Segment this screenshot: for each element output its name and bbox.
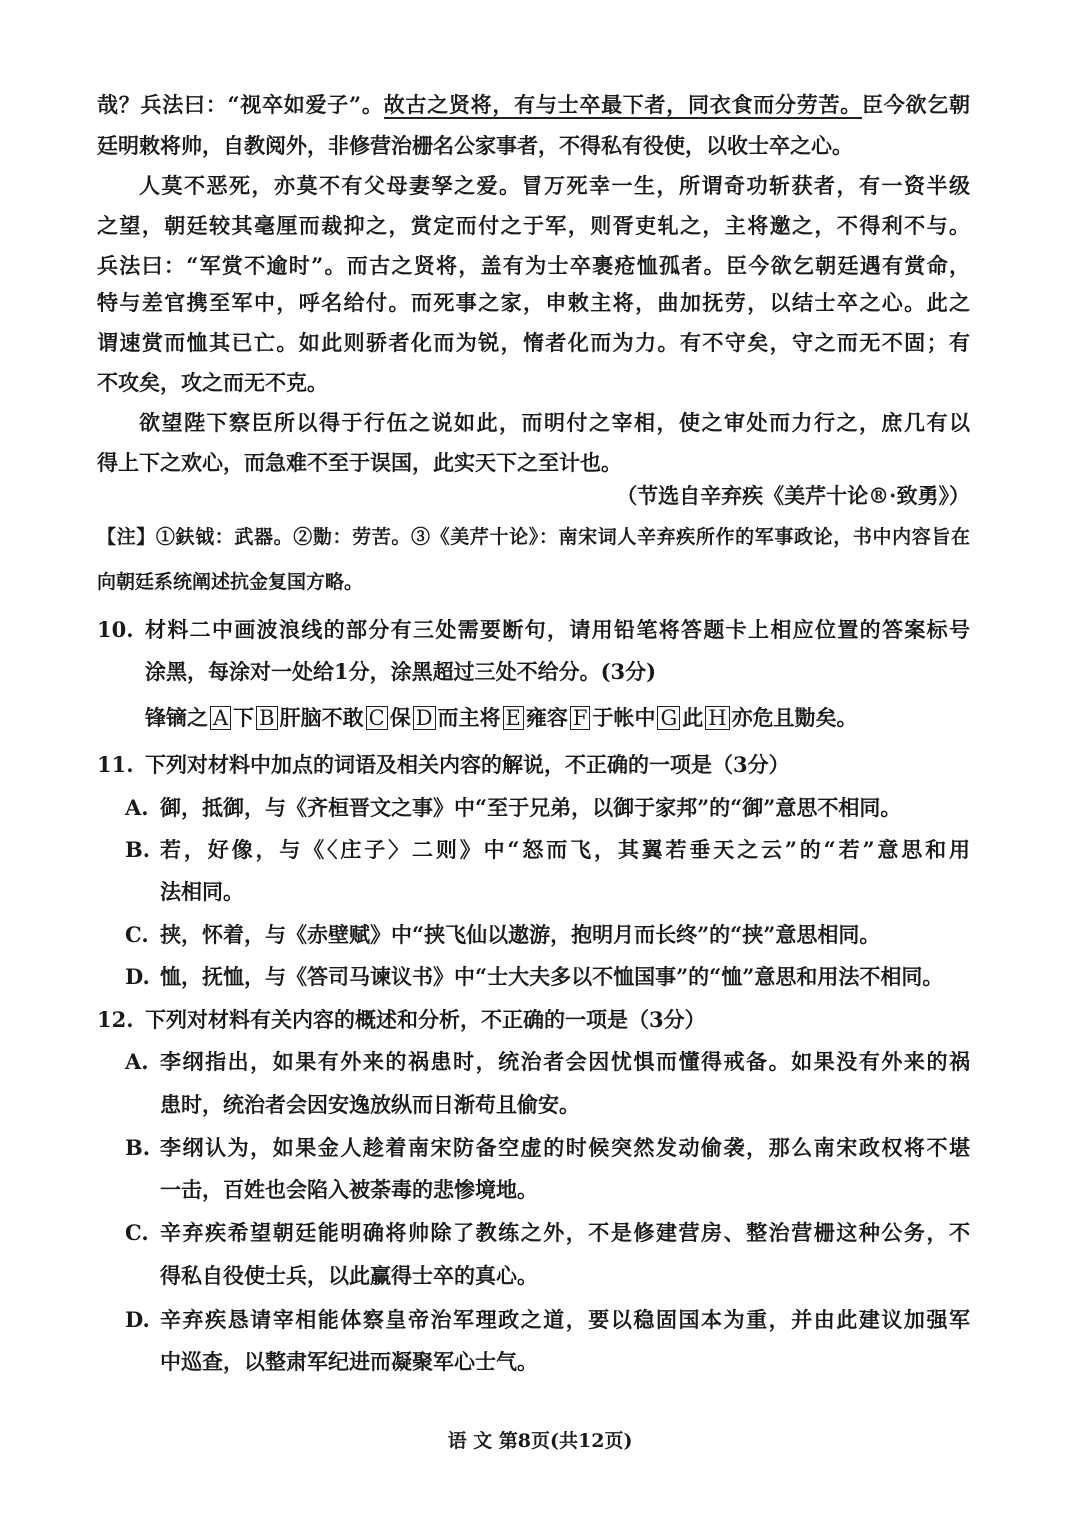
option-text: 辛弃疾希望朝廷能明确将帅除了教练之外，不是修建营房、整治营栅这种公务，不 — [160, 1220, 970, 1245]
underlined-sentence: 故古之贤将，有与士卒最下者，同衣食而分劳苦。 — [383, 92, 863, 117]
option-text: 若，好像，与《〈庄子〉二则》中“怒而飞，其翼若垂天之云”的“若”意思和用 — [160, 837, 970, 862]
question-stem: 涂黑，每涂对一处给1分，涂黑超过三处不给分。(3分) — [145, 659, 657, 684]
answer-box-e: E — [503, 706, 524, 730]
passage-line: 得上下之欢心，而急难不至于误国，此实天下之至计也。 — [97, 450, 622, 475]
passage-line: 廷明敕将帅，自教阅外，非修营治栅名公家事者，不得私有役使，以收士卒之心。 — [97, 133, 853, 158]
note-line: 向朝廷系统阐述抗金复国方略。 — [97, 571, 364, 593]
text: 臣今欲乞朝 — [862, 92, 970, 117]
option-letter: B. — [125, 837, 151, 862]
option-letter: D. — [125, 1307, 150, 1332]
option-letter: B. — [125, 1135, 151, 1160]
text: 哉？兵法曰：“视卒如爱子”。 — [97, 92, 384, 117]
answer-box-g: G — [657, 706, 680, 730]
question-number: 12. — [97, 1007, 134, 1032]
option-text: 御，抵御，与《齐桓晋文之事》中“至于兄弟，以御于家邦”的“御”意思不相同。 — [160, 795, 902, 820]
passage-line: 兵法曰：“军赏不逾时”。而古之贤将，盖有为士卒裹疮恤孤者。臣今欲乞朝廷遇有赏命， — [97, 253, 970, 278]
passage-line — [97, 91, 970, 119]
option-letter: C. — [125, 922, 149, 947]
answer-box-c: C — [366, 706, 388, 730]
option-text: 李纲认为，如果金人趁着南宋防备空虚的时候突然发动偷袭，那么南宋政权将不堪 — [160, 1135, 970, 1160]
question-number: 11. — [97, 752, 134, 777]
option-text: 法相同。 — [160, 879, 244, 904]
option-text: 得私自役使士兵，以此赢得士卒的真心。 — [160, 1263, 538, 1288]
question-stem: 材料二中画波浪线的部分有三处需要断句，请用铅笔将答题卡上相应位置的答案标号 — [145, 617, 970, 642]
question-number: 10. — [97, 617, 134, 642]
answer-box-a: A — [210, 706, 231, 730]
option-letter: A. — [125, 1049, 149, 1074]
option-letter: C. — [125, 1220, 149, 1245]
punctuation-sentence — [145, 704, 970, 732]
passage-line: 之望，朝廷较其毫厘而裁抑之，赏定而付之于军，则胥吏轧之，主将邀之，不得利不与。 — [97, 213, 970, 238]
answer-box-d: D — [413, 706, 436, 730]
passage-line: 欲望陛下察臣所以得于行伍之说如此，而明付之宰相，使之审处而力行之，庶几有以 — [139, 410, 970, 435]
sentence-fragment: 于帐中 — [592, 705, 656, 730]
passage-line: 特与差官携至军中，呼名给付。而死事之家，申敕主将，曲加抚劳，以结士卒之心。此之 — [97, 290, 970, 315]
sentence-fragment: 下 — [233, 705, 255, 730]
question-stem: 下列对材料有关内容的概述和分析，不正确的一项是（3分） — [145, 1007, 706, 1032]
note-line: 【注】①鈇钺：武器。②勚：劳苦。③《美芹十论》：南宋词人辛弃疾所作的军事政论，书中内容旨在 — [97, 526, 970, 548]
answer-box-f: F — [570, 706, 591, 730]
sentence-fragment: 此 — [682, 705, 704, 730]
sentence-fragment: 而主将 — [437, 705, 501, 730]
sentence-fragment: 肝脑不敢 — [279, 705, 364, 730]
sentence-fragment: 亦危且勚矣。 — [731, 705, 858, 730]
passage-line: 谓速赏而恤其已亡。如此则骄者化而为锐，惰者化而为力。有不守矣，守之而无不固；有 — [97, 330, 970, 355]
sentence-fragment: 雍容 — [525, 705, 568, 730]
sentence-fragment: 保 — [389, 705, 411, 730]
option-letter: A. — [125, 795, 149, 820]
option-text: 辛弃疾恳请宰相能体察皇帝治军理政之道，要以稳固国本为重，并由此建议加强军 — [160, 1307, 970, 1332]
passage-line: 人莫不恶死，亦莫不有父母妻孥之爱。冒万死幸一生，所谓奇功斩获者，有一资半级 — [139, 173, 970, 198]
answer-box-h: H — [705, 706, 729, 730]
option-text: 恤，抚恤，与《答司马谏议书》中“士大夫多以不恤国事”的“恤”意思和用法不相同。 — [160, 964, 944, 989]
option-text: 一击，百姓也会陷入被荼毒的悲惨境地。 — [160, 1177, 538, 1202]
passage-line: 不攻矣，攻之而无不克。 — [97, 370, 328, 395]
option-text: 中巡查，以整肃军纪进而凝聚军心士气。 — [160, 1349, 538, 1374]
option-letter: D. — [125, 964, 150, 989]
sentence-fragment: 锋镝之 — [145, 705, 208, 730]
page-footer: 语 文 第8页(共12页) — [447, 1430, 633, 1452]
question-stem: 下列对材料中加点的词语及相关内容的解说，不正确的一项是（3分） — [145, 752, 790, 777]
option-text: 李纲指出，如果有外来的祸患时，统治者会因忧惧而懂得戒备。如果没有外来的祸 — [160, 1049, 970, 1074]
option-text: 患时，统治者会因安逸放纵而日渐苟且偷安。 — [160, 1092, 580, 1117]
option-text: 挟，怀着，与《赤壁赋》中“挟飞仙以遨游，抱明月而长终”的“挟”意思相同。 — [160, 922, 881, 947]
passage-source: （节选自辛弃疾《美芹十论®·致勇》） — [616, 483, 970, 508]
answer-box-b: B — [256, 706, 277, 730]
